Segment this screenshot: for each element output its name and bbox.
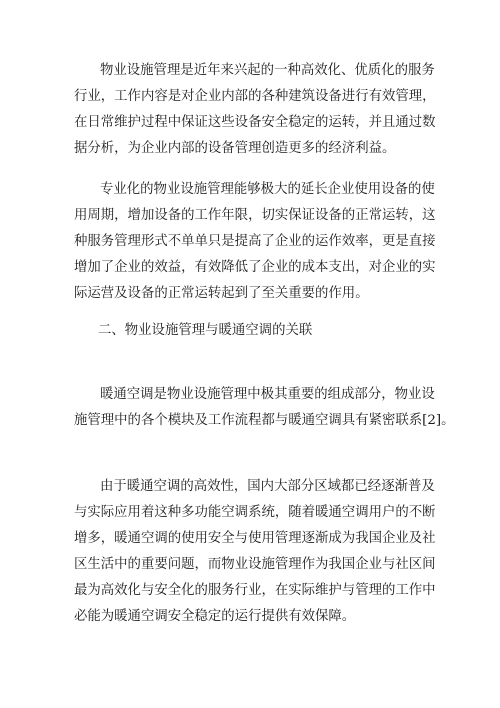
text-line: 专业化的物业设施管理能够极大的延长企业使用设备的使 [100, 182, 435, 197]
paragraph-hvac-efficiency [74, 474, 436, 630]
paragraph-hvac-relation [74, 382, 455, 434]
paragraph-specialization [74, 177, 436, 307]
paragraph-intro [74, 58, 436, 162]
text-line: 增多，暖通空调的使用安全与使用管理逐渐成为我国企业及社 [74, 531, 436, 546]
text-line: 行业，工作内容是对企业内部的各种建筑设备进行有效管理， [74, 89, 436, 104]
text-line: 施管理中的各个模块及工作流程都与暖通空调具有紧密联系[2]。 [74, 413, 455, 428]
text-line: 种服务管理形式不单单只是提高了企业的运作效率，更是直接 [74, 234, 436, 249]
text-line: 在日常维护过程中保证这些设备安全稳定的运转，并且通过数 [74, 115, 436, 130]
text-line: 用周期，增加设备的工作年限，切实保证设备的正常运转，这 [74, 208, 436, 223]
text-line: 际运营及设备的正常运转起到了至关重要的作用。 [74, 286, 369, 301]
text-line: 暖通空调是物业设施管理中极其重要的组成部分，物业设 [100, 387, 435, 402]
text-line: 区生活中的重要问题，而物业设施管理作为我国企业与社区间 [74, 557, 436, 572]
text-line: 最为高效化与安全化的服务行业，在实际维护与管理的工作中 [74, 583, 436, 598]
text-line: 物业设施管理是近年来兴起的一种高效化、优质化的服务 [100, 63, 435, 78]
text-line: 据分析，为企业内部的设备管理创造更多的经济利益。 [74, 141, 396, 156]
text-line: 与实际应用着这种多功能空调系统，随着暖通空调用户的不断 [74, 505, 436, 520]
text-line: 必能为暖通空调安全稳定的运行提供有效保障。 [74, 609, 356, 624]
section-heading: 二、物业设施管理与暖通空调的关联 [98, 323, 313, 338]
text-line: 由于暖通空调的高效性，国内大部分区域都已经逐渐普及 [100, 479, 435, 494]
text-line: 增加了企业的效益，有效降低了企业的成本支出，对企业的实 [74, 260, 436, 275]
